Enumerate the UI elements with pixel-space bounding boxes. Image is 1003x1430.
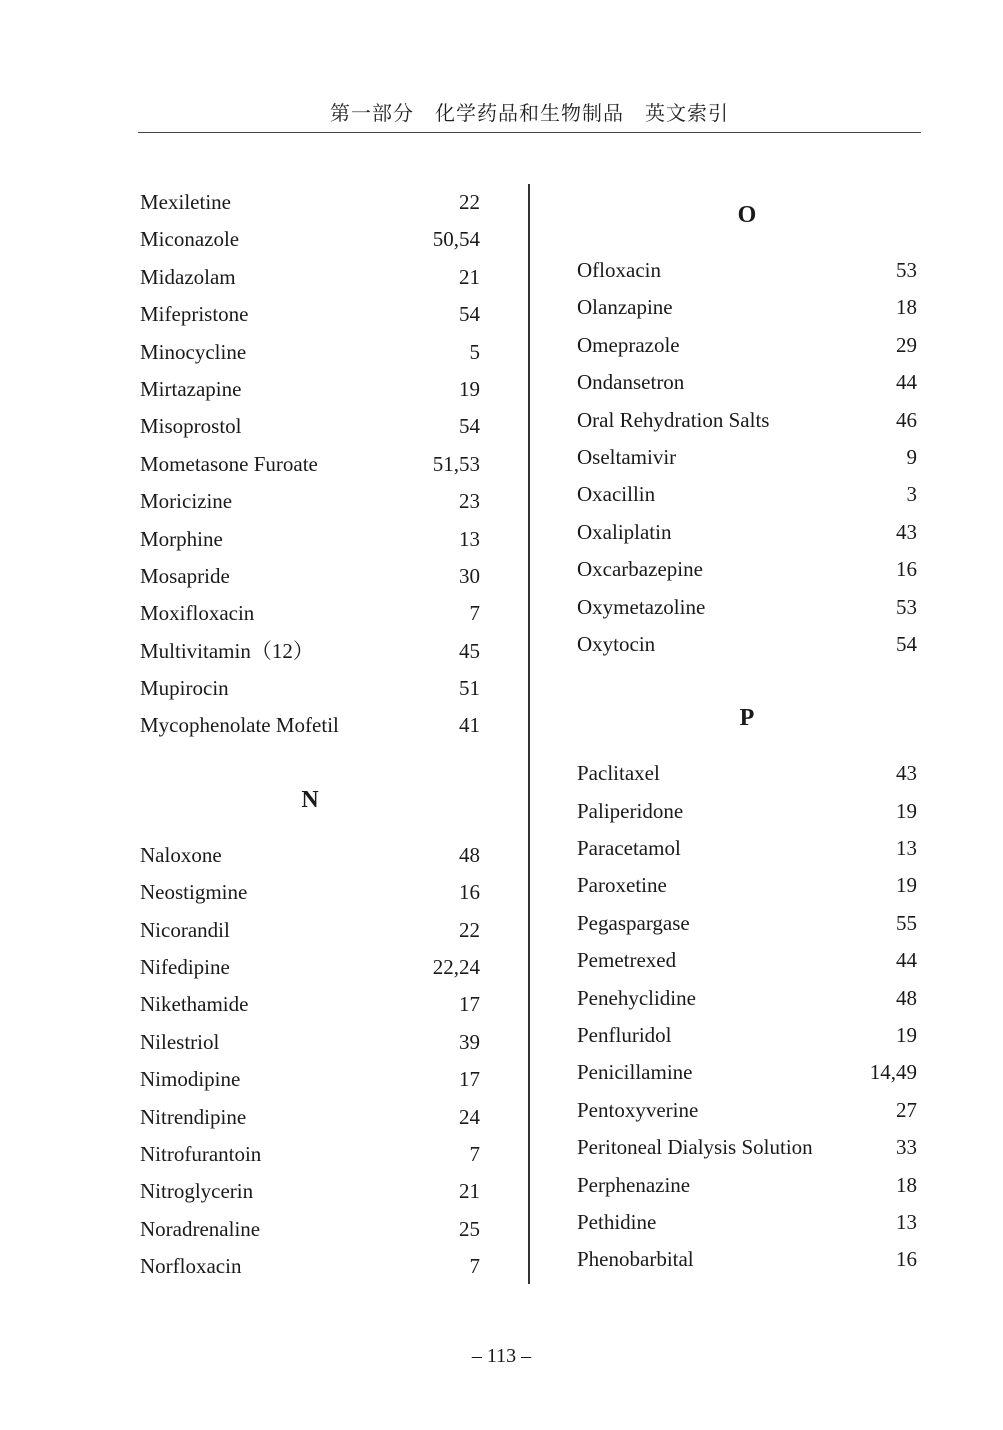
- entry-pages: 43: [896, 519, 917, 544]
- entry-pages: 18: [896, 1172, 917, 1197]
- entry-name: Nitroglycerin: [140, 1179, 254, 1204]
- entry-pages: 53: [896, 594, 917, 619]
- entry-pages: 44: [896, 370, 917, 395]
- entry-pages: 13: [896, 836, 917, 861]
- entry-name: Nilestriol: [140, 1029, 220, 1054]
- index-entry: [577, 942, 917, 979]
- index-entry: [140, 446, 480, 483]
- index-entry: [140, 184, 480, 221]
- index-entry: [577, 867, 917, 904]
- entry-name: Paliperidone: [577, 798, 684, 823]
- entry-name: Nicorandil: [140, 917, 230, 942]
- entry-pages: 16: [459, 880, 480, 905]
- index-entry: [577, 980, 917, 1017]
- entry-name: Nikethamide: [140, 992, 249, 1017]
- index-entry: [577, 514, 917, 551]
- entry-name: Oral Rehydration Salts: [577, 407, 770, 432]
- entry-pages: 50,54: [432, 227, 480, 252]
- index-entry: [140, 296, 480, 333]
- entry-name: Mupirocin: [140, 676, 229, 701]
- index-entry: [577, 402, 917, 439]
- index-entry: [140, 1248, 480, 1285]
- entry-name: Multivitamin（12）: [140, 638, 314, 663]
- index-entry: [577, 1092, 917, 1129]
- index-entry: [577, 364, 917, 401]
- index-entry: [140, 371, 480, 408]
- section-letter-n: N: [301, 786, 319, 813]
- entry-pages: 51,53: [432, 451, 480, 476]
- entry-name: Paracetamol: [577, 836, 681, 861]
- index-entry: [577, 793, 917, 830]
- entry-name: Omeprazole: [577, 332, 680, 357]
- index-entry: [577, 1167, 917, 1204]
- page-header: [138, 98, 921, 133]
- entry-pages: 14,49: [869, 1060, 917, 1085]
- entry-name: Pethidine: [577, 1209, 657, 1234]
- index-entry: [577, 476, 917, 513]
- entry-name: Perphenazine: [577, 1172, 691, 1197]
- entry-pages: 5: [469, 339, 480, 364]
- index-entry: [140, 221, 480, 258]
- entry-name: Paroxetine: [577, 873, 667, 898]
- entry-pages: 18: [896, 295, 917, 320]
- entry-pages: 48: [459, 842, 480, 867]
- entry-pages: 54: [459, 302, 480, 327]
- index-entry: [140, 595, 480, 632]
- index-entry: [140, 334, 480, 371]
- index-entry: [140, 483, 480, 520]
- entry-pages: 21: [459, 1179, 480, 1204]
- column-divider: [528, 184, 530, 1284]
- entry-name: Pentoxyverine: [577, 1097, 699, 1122]
- entry-name: Mexiletine: [140, 190, 231, 214]
- entry-pages: 54: [896, 631, 917, 656]
- entry-name: Oseltamivir: [577, 444, 677, 469]
- index-entry: [140, 1136, 480, 1173]
- index-entry: [140, 1024, 480, 1061]
- entry-pages: 41: [459, 713, 480, 738]
- entry-pages: 7: [469, 601, 480, 626]
- entry-name: Olanzapine: [577, 295, 673, 320]
- entry-pages: 13: [459, 526, 480, 551]
- entry-name: Oxacillin: [577, 482, 656, 507]
- entry-name: Nitrofurantoin: [140, 1141, 262, 1166]
- entry-pages: 29: [896, 332, 917, 357]
- entry-pages: 13: [896, 1209, 917, 1234]
- entry-pages: 44: [896, 948, 917, 973]
- entry-name: Oxcarbazepine: [577, 557, 703, 582]
- entry-name: Moricizine: [140, 489, 233, 514]
- left-column: [140, 184, 480, 1286]
- index-entry: [140, 1211, 480, 1248]
- entry-name: Penicillamine: [577, 1060, 693, 1085]
- index-entry: [577, 755, 917, 792]
- entry-name: Mycophenolate Mofetil: [140, 713, 339, 738]
- index-entry: [140, 1099, 480, 1136]
- entry-name: Oxaliplatin: [577, 519, 672, 544]
- entry-pages: 51: [459, 676, 480, 701]
- index-entry: [577, 1241, 917, 1278]
- entry-name: Oxytocin: [577, 631, 656, 656]
- entry-name: Naloxone: [140, 842, 222, 867]
- index-entry: [140, 633, 480, 670]
- entry-name: Mosapride: [140, 563, 230, 588]
- index-entry: [140, 1061, 480, 1098]
- entry-pages: 27: [896, 1097, 917, 1122]
- index-entry: [577, 327, 917, 364]
- entry-pages: 22: [459, 917, 480, 942]
- entry-pages: 19: [896, 798, 917, 823]
- index-entry: [577, 589, 917, 626]
- entry-name: Midazolam: [140, 264, 236, 289]
- entry-pages: 7: [469, 1254, 480, 1279]
- index-entry: [577, 252, 917, 289]
- entry-name: Peritoneal Dialysis Solution: [577, 1135, 813, 1160]
- entry-pages: 9: [906, 444, 917, 469]
- entry-name: Moxifloxacin: [140, 601, 255, 626]
- entry-pages: 16: [896, 557, 917, 582]
- entry-name: Oxymetazoline: [577, 594, 706, 619]
- index-entry: [577, 1054, 917, 1091]
- entry-name: Mirtazapine: [140, 376, 242, 401]
- entry-name: Mifepristone: [140, 302, 249, 327]
- entry-name: Nifedipine: [140, 955, 230, 980]
- index-entry: [577, 1017, 917, 1054]
- entry-name: Minocycline: [140, 339, 247, 364]
- index-entry: [140, 837, 480, 874]
- entry-pages: 45: [459, 638, 480, 663]
- index-entry: [577, 289, 917, 326]
- section-letter-o: O: [737, 202, 757, 228]
- entry-pages: 48: [896, 985, 917, 1010]
- index-entry: [140, 408, 480, 445]
- index-entry: [577, 551, 917, 588]
- entry-name: Pemetrexed: [577, 948, 677, 973]
- entry-pages: 24: [459, 1104, 480, 1129]
- index-entry: [577, 439, 917, 476]
- index-entry: [140, 912, 480, 949]
- entry-name: Phenobarbital: [577, 1247, 694, 1272]
- entry-name: Mometasone Furoate: [140, 451, 318, 476]
- entry-name: Ondansetron: [577, 370, 685, 395]
- entry-pages: 23: [459, 489, 480, 514]
- entry-name: Pegaspargase: [577, 910, 690, 935]
- entry-pages: 19: [459, 376, 480, 401]
- entry-pages: 7: [469, 1141, 480, 1166]
- entry-name: Miconazole: [140, 227, 240, 252]
- entry-pages: 22,24: [432, 955, 480, 980]
- entry-name: Nitrendipine: [140, 1104, 247, 1129]
- entry-name: Noradrenaline: [140, 1216, 261, 1241]
- entry-pages: 22: [459, 190, 480, 214]
- entry-pages: 39: [459, 1029, 480, 1054]
- header-title: 第一部分 化学药品和生物制品 英文索引: [330, 101, 729, 125]
- index-entry: [577, 1129, 917, 1166]
- entry-pages: 43: [896, 761, 917, 786]
- page-number: – 113 –: [471, 1345, 532, 1367]
- entry-pages: 17: [459, 1067, 480, 1092]
- index-entry: [140, 986, 480, 1023]
- index-entry: [140, 259, 480, 296]
- entry-pages: 55: [896, 910, 917, 935]
- index-entry: [140, 949, 480, 986]
- entry-pages: 46: [896, 407, 917, 432]
- entry-pages: 3: [906, 482, 917, 507]
- index-entry: [140, 874, 480, 911]
- index-entry: [577, 626, 917, 663]
- index-entry: [140, 1173, 480, 1210]
- entry-name: Paclitaxel: [577, 761, 660, 786]
- index-group-p: [577, 755, 917, 1278]
- entry-name: Penehyclidine: [577, 985, 696, 1010]
- entry-pages: 21: [459, 264, 480, 289]
- entry-pages: 30: [459, 563, 480, 588]
- index-group-m: [140, 184, 480, 745]
- entry-pages: 33: [896, 1135, 917, 1160]
- index-entry: [140, 670, 480, 707]
- entry-name: Nimodipine: [140, 1067, 241, 1092]
- index-entry: [140, 521, 480, 558]
- index-entry: [577, 1204, 917, 1241]
- index-entry: [140, 558, 480, 595]
- entry-pages: 19: [896, 1023, 917, 1048]
- index-group-n: [140, 837, 480, 1286]
- entry-pages: 53: [896, 258, 917, 282]
- entry-name: Norfloxacin: [140, 1254, 242, 1279]
- entry-pages: 19: [896, 873, 917, 898]
- index-group-o: [577, 252, 917, 663]
- entry-pages: 17: [459, 992, 480, 1017]
- entry-name: Penfluridol: [577, 1023, 672, 1048]
- entry-name: Ofloxacin: [577, 258, 661, 282]
- right-column: [577, 184, 917, 1279]
- entry-pages: 25: [459, 1216, 480, 1241]
- index-entry: [577, 905, 917, 942]
- entry-pages: 54: [459, 414, 480, 439]
- index-entry: [140, 707, 480, 744]
- entry-name: Misoprostol: [140, 414, 242, 439]
- entry-pages: 16: [896, 1247, 917, 1272]
- entry-name: Morphine: [140, 526, 223, 551]
- index-entry: [577, 830, 917, 867]
- section-letter-p: P: [739, 705, 755, 732]
- entry-name: Neostigmine: [140, 880, 248, 905]
